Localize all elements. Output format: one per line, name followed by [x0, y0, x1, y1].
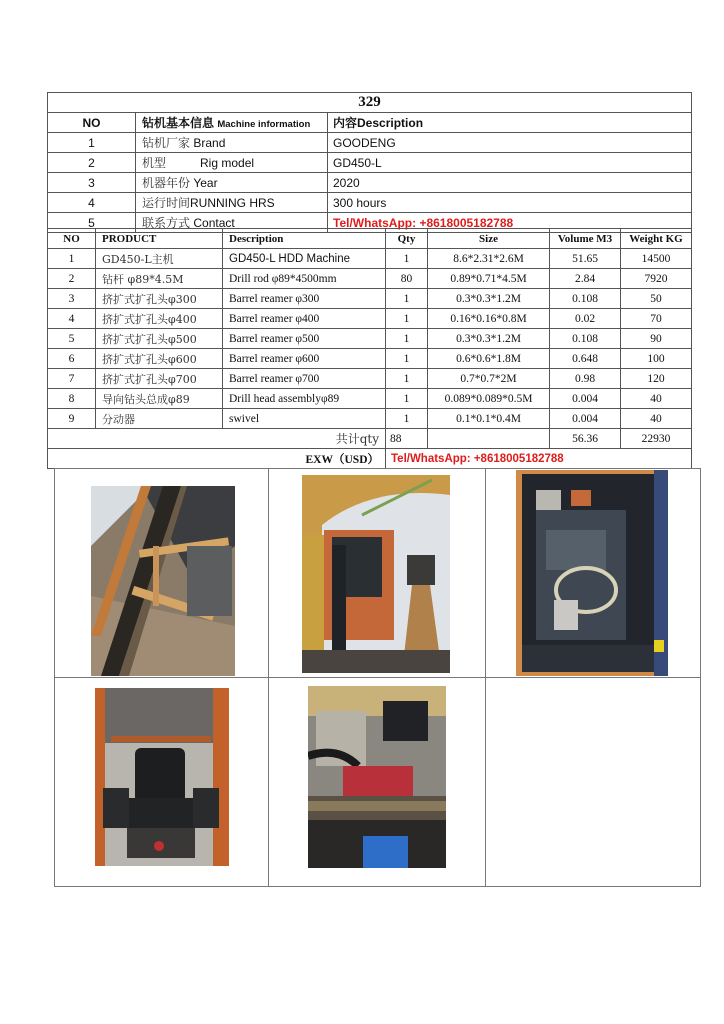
row-no: 6 — [48, 349, 96, 369]
row-description: Barrel reamer φ700 — [223, 369, 386, 389]
total-row — [48, 429, 692, 449]
row-size: 0.089*0.089*0.5M — [428, 389, 550, 409]
info-row-year — [48, 173, 692, 193]
info-row-value: GOODENG — [328, 133, 692, 153]
row-size: 0.1*0.1*0.4M — [428, 409, 550, 429]
row-qty: 1 — [386, 409, 428, 429]
photo-cell — [269, 678, 486, 887]
row-weight: 70 — [621, 309, 692, 329]
photo-cell — [55, 678, 269, 887]
row-product: 挤扩式扩孔头φ400 — [96, 309, 223, 329]
row-no: 1 — [48, 249, 96, 269]
row-description: GD450-L HDD Machine — [223, 249, 386, 269]
photo-cell — [269, 469, 486, 678]
row-weight: 40 — [621, 409, 692, 429]
label-cn: 钻机厂家 — [142, 136, 191, 150]
total-size-empty — [428, 429, 550, 449]
product-header-row — [48, 229, 692, 249]
row-qty: 1 — [386, 329, 428, 349]
info-header-no: NO — [48, 113, 136, 133]
engine-compartment-photo — [516, 470, 668, 676]
row-size: 0.7*0.7*2M — [428, 369, 550, 389]
row-description: Barrel reamer φ600 — [223, 349, 386, 369]
label-cn: 机型 — [142, 156, 167, 170]
product-row — [48, 409, 692, 429]
row-size: 0.3*0.3*1.2M — [428, 289, 550, 309]
info-row-label — [136, 133, 328, 153]
row-volume: 2.84 — [550, 269, 621, 289]
exw-contact-phone-link[interactable]: Tel/WhatsApp: +8618005182788 — [386, 449, 692, 469]
col-header-no: NO — [48, 229, 96, 249]
photo-cell — [486, 469, 701, 678]
product-row — [48, 389, 692, 409]
empty-photo-cell — [486, 678, 701, 887]
info-header-cn: 钻机基本信息 — [142, 116, 215, 130]
row-qty: 1 — [386, 349, 428, 369]
row-description: Barrel reamer φ300 — [223, 289, 386, 309]
info-row-no: 4 — [48, 193, 136, 213]
product-row — [48, 369, 692, 389]
drill-rack-photo — [91, 486, 235, 676]
operator-seat-photo — [95, 688, 229, 866]
row-no: 2 — [48, 269, 96, 289]
total-volume: 56.36 — [550, 429, 621, 449]
row-no: 4 — [48, 309, 96, 329]
info-row-no: 1 — [48, 133, 136, 153]
label-cn: 运行时间 — [142, 196, 191, 210]
row-volume: 0.98 — [550, 369, 621, 389]
label-en: Rig model — [200, 156, 255, 170]
label-cn: 机器年份 — [142, 176, 191, 190]
row-description: Barrel reamer φ500 — [223, 329, 386, 349]
row-volume: 0.108 — [550, 289, 621, 309]
row-weight: 40 — [621, 389, 692, 409]
product-row — [48, 249, 692, 269]
row-product: 挤扩式扩孔头φ500 — [96, 329, 223, 349]
info-header-en: Machine information — [217, 119, 311, 130]
row-description: Drill head assemblyφ89 — [223, 389, 386, 409]
info-row-label — [136, 153, 328, 173]
info-row-label — [136, 193, 328, 213]
info-row-no: 3 — [48, 173, 136, 193]
desc-header-en: Description — [357, 116, 424, 130]
row-volume: 51.65 — [550, 249, 621, 269]
row-no: 3 — [48, 289, 96, 309]
info-row-value: 2020 — [328, 173, 692, 193]
label-en: Brand — [193, 136, 226, 150]
hydraulic-valves-photo — [308, 686, 446, 868]
row-product: 挤扩式扩孔头φ300 — [96, 289, 223, 309]
info-header-machine-info — [136, 113, 328, 133]
row-volume: 0.02 — [550, 309, 621, 329]
row-no: 8 — [48, 389, 96, 409]
row-product: 导向钻头总成φ89 — [96, 389, 223, 409]
row-size: 0.16*0.16*0.8M — [428, 309, 550, 329]
row-size: 8.6*2.31*2.6M — [428, 249, 550, 269]
product-row — [48, 309, 692, 329]
document-number: 329 — [48, 93, 692, 113]
col-header-description: Description — [223, 229, 386, 249]
label-en: Year — [193, 176, 218, 190]
row-product: 钻杆 φ89*4.5M — [96, 269, 223, 289]
total-label — [48, 429, 386, 449]
row-qty: 1 — [386, 369, 428, 389]
row-no: 9 — [48, 409, 96, 429]
info-header-row — [48, 113, 692, 133]
desc-header-cn: 内容 — [333, 116, 358, 130]
info-row-value: GD450-L — [328, 153, 692, 173]
product-list-table — [47, 228, 692, 469]
col-header-weight: Weight KG — [621, 229, 692, 249]
row-qty: 80 — [386, 269, 428, 289]
row-size: 0.6*0.6*1.8M — [428, 349, 550, 369]
col-header-qty: Qty — [386, 229, 428, 249]
row-description: swivel — [223, 409, 386, 429]
col-header-size: Size — [428, 229, 550, 249]
info-header-description — [328, 113, 692, 133]
info-row-no: 5 — [48, 213, 136, 233]
row-volume: 0.004 — [550, 389, 621, 409]
row-weight: 14500 — [621, 249, 692, 269]
exw-row — [48, 449, 692, 469]
row-size: 0.89*0.71*4.5M — [428, 269, 550, 289]
machine-info-table — [47, 92, 692, 233]
row-volume: 0.108 — [550, 329, 621, 349]
row-volume: 0.004 — [550, 409, 621, 429]
info-row-rig-model — [48, 153, 692, 173]
product-row — [48, 349, 692, 369]
row-product: GD450-L主机 — [96, 249, 223, 269]
row-qty: 1 — [386, 289, 428, 309]
photo-cell — [55, 469, 269, 678]
info-row-label — [136, 173, 328, 193]
info-row-value: 300 hours — [328, 193, 692, 213]
row-weight: 120 — [621, 369, 692, 389]
row-no: 7 — [48, 369, 96, 389]
photo-grid — [54, 468, 701, 887]
info-row-no: 2 — [48, 153, 136, 173]
label-en: Contact — [193, 216, 235, 230]
col-header-product: PRODUCT — [96, 229, 223, 249]
row-qty: 1 — [386, 249, 428, 269]
exw-label: EXW（USD） — [48, 449, 386, 469]
row-qty: 1 — [386, 389, 428, 409]
row-weight: 100 — [621, 349, 692, 369]
row-product: 分动器 — [96, 409, 223, 429]
row-size: 0.3*0.3*1.2M — [428, 329, 550, 349]
total-weight: 22930 — [621, 429, 692, 449]
row-product: 挤扩式扩孔头φ700 — [96, 369, 223, 389]
product-row — [48, 289, 692, 309]
total-qty: 88 — [386, 429, 428, 449]
row-description: Drill rod φ89*4500mm — [223, 269, 386, 289]
row-description: Barrel reamer φ400 — [223, 309, 386, 329]
col-header-volume: Volume M3 — [550, 229, 621, 249]
row-product: 挤扩式扩孔头φ600 — [96, 349, 223, 369]
product-rows — [48, 249, 692, 429]
row-volume: 0.648 — [550, 349, 621, 369]
cab-drill-head-photo — [302, 475, 450, 673]
product-row — [48, 269, 692, 289]
row-weight: 7920 — [621, 269, 692, 289]
row-no: 5 — [48, 329, 96, 349]
info-row-running-hrs — [48, 193, 692, 213]
contact-phone-link[interactable]: Tel/WhatsApp: +8618005182788 — [328, 213, 692, 233]
label-cn: 联系方式 — [142, 216, 191, 230]
row-weight: 50 — [621, 289, 692, 309]
info-row-brand — [48, 133, 692, 153]
label-en: RUNNING HRS — [190, 196, 275, 210]
product-row — [48, 329, 692, 349]
total-label-text: 共计qty — [335, 432, 379, 446]
row-weight: 90 — [621, 329, 692, 349]
row-qty: 1 — [386, 309, 428, 329]
